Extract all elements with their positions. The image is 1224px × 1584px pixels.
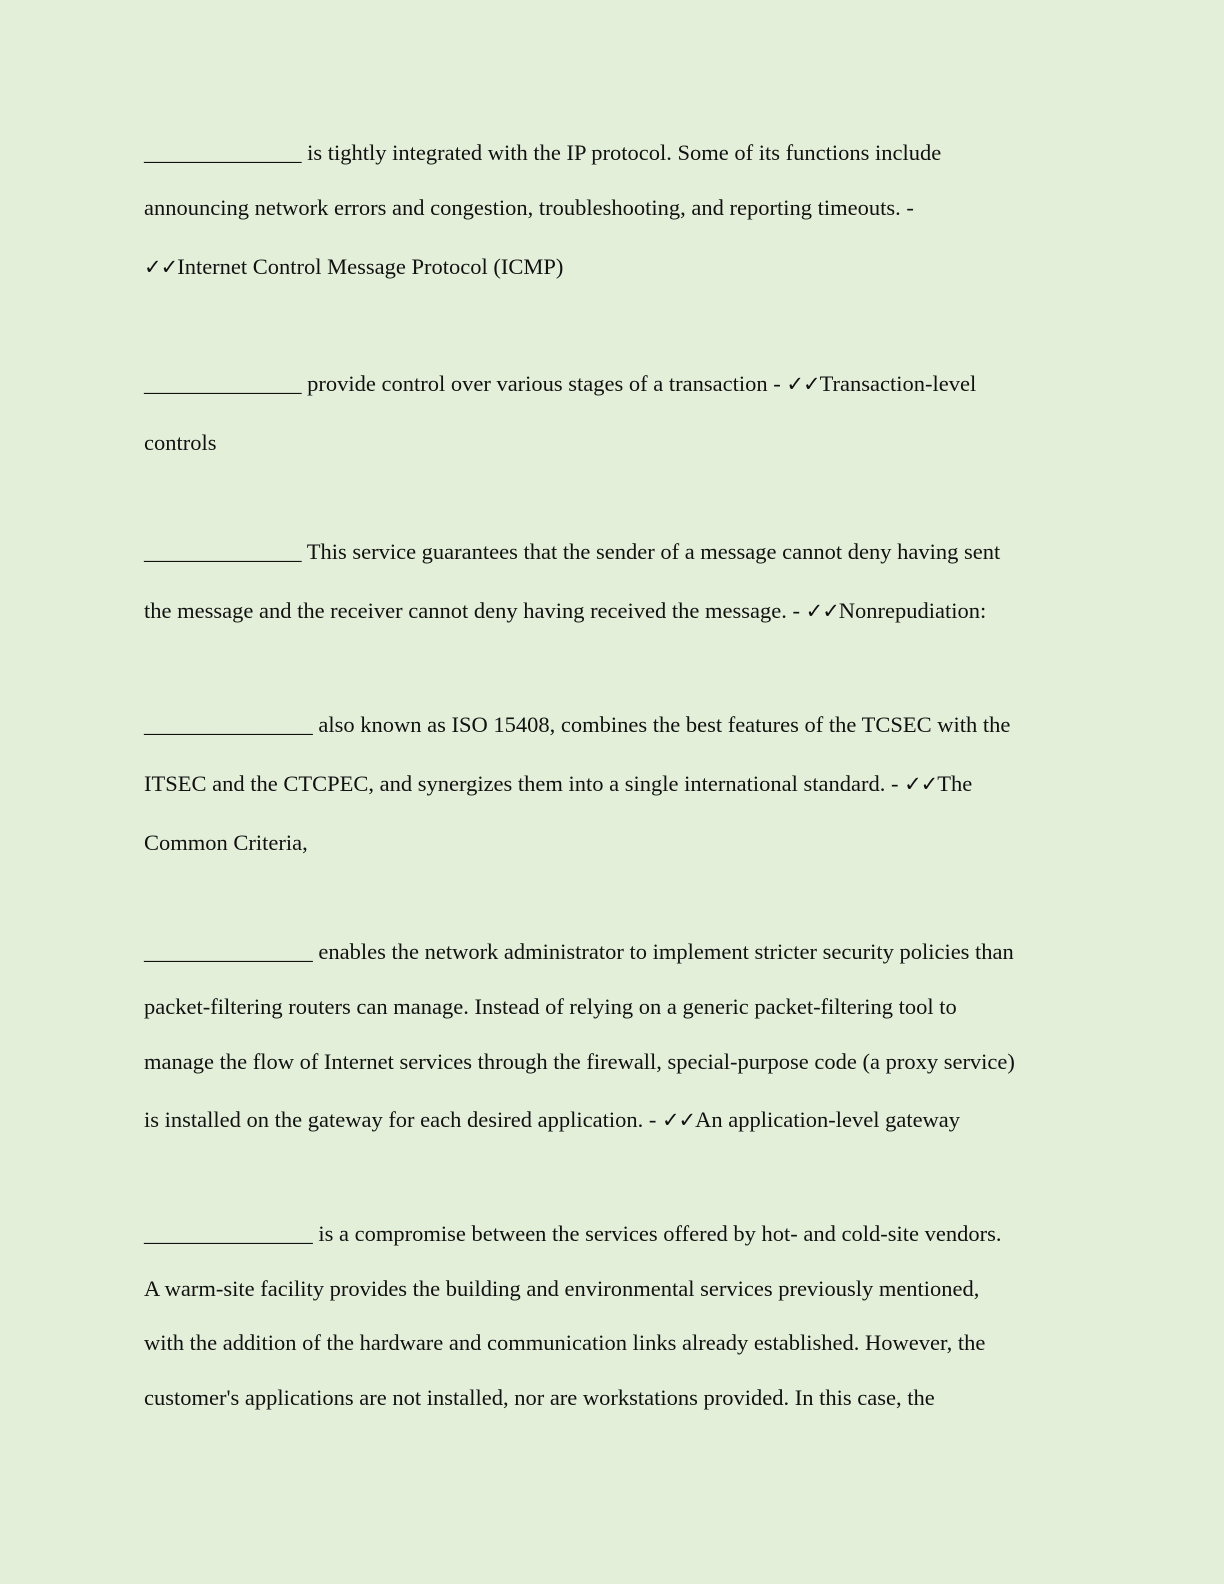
question-text-line: is a compromise between the services offered by hot- and cold-site vendors.: [312, 1221, 1002, 1246]
answer-blank: _______________: [144, 712, 313, 737]
checkmark-icon: ✓✓: [144, 255, 178, 279]
answer-text-line: Common Criteria,: [144, 830, 308, 855]
question-text-line: ITSEC and the CTCPEC, and synergizes them into a single international standard. -: [144, 771, 905, 796]
question-text-line: manage the flow of Internet services through the firewall, special-purpose code (a proxy service): [144, 1049, 1015, 1074]
question-text-line: with the addition of the hardware and communication links already established. However, the: [144, 1330, 986, 1355]
checkmark-icon: ✓✓: [786, 372, 820, 396]
answer-text: An application-level gateway: [695, 1107, 961, 1132]
question-text-line: is tightly integrated with the IP protocol. Some of its functions include: [301, 140, 942, 165]
answer-text-line: controls: [144, 430, 217, 455]
answer-text: Internet Control Message Protocol (ICMP): [177, 254, 564, 279]
question-text-line: is installed on the gateway for each desired application. -: [144, 1107, 662, 1132]
answer-blank: _______________: [144, 939, 313, 964]
checkmark-icon: ✓✓: [904, 772, 938, 796]
answer-text: Nonrepudiation:: [838, 598, 987, 623]
answer-blank: ______________: [144, 539, 302, 564]
answer-text-line: Transaction-level: [819, 371, 977, 396]
checkmark-icon: ✓✓: [805, 599, 839, 623]
question-text-line: A warm-site facility provides the building and environmental services previously mentioned,: [144, 1276, 980, 1301]
question-text-line: also known as ISO 15408, combines the best features of the TCSEC with the: [312, 712, 1011, 737]
question-text-line: announcing network errors and congestion, troubleshooting, and reporting timeouts. -: [144, 195, 914, 220]
answer-blank: ______________: [144, 140, 302, 165]
question-text-line: packet-filtering routers can manage. Instead of relying on a generic packet-filtering tool to: [144, 994, 957, 1019]
question-text-line: the message and the receiver cannot deny having received the message. -: [144, 598, 806, 623]
answer-blank: ______________: [144, 371, 302, 396]
question-text-line: customer's applications are not installed, nor are workstations provided. In this case, the: [144, 1385, 935, 1410]
question-text-line: This service guarantees that the sender of a message cannot deny having sent: [301, 539, 1001, 564]
checkmark-icon: ✓✓: [661, 1108, 696, 1132]
answer-text-line: The: [937, 771, 973, 796]
question-text-line: enables the network administrator to implement stricter security policies than: [312, 939, 1014, 964]
answer-blank: _______________: [144, 1221, 313, 1246]
question-text-line: provide control over various stages of a transaction -: [301, 371, 787, 396]
